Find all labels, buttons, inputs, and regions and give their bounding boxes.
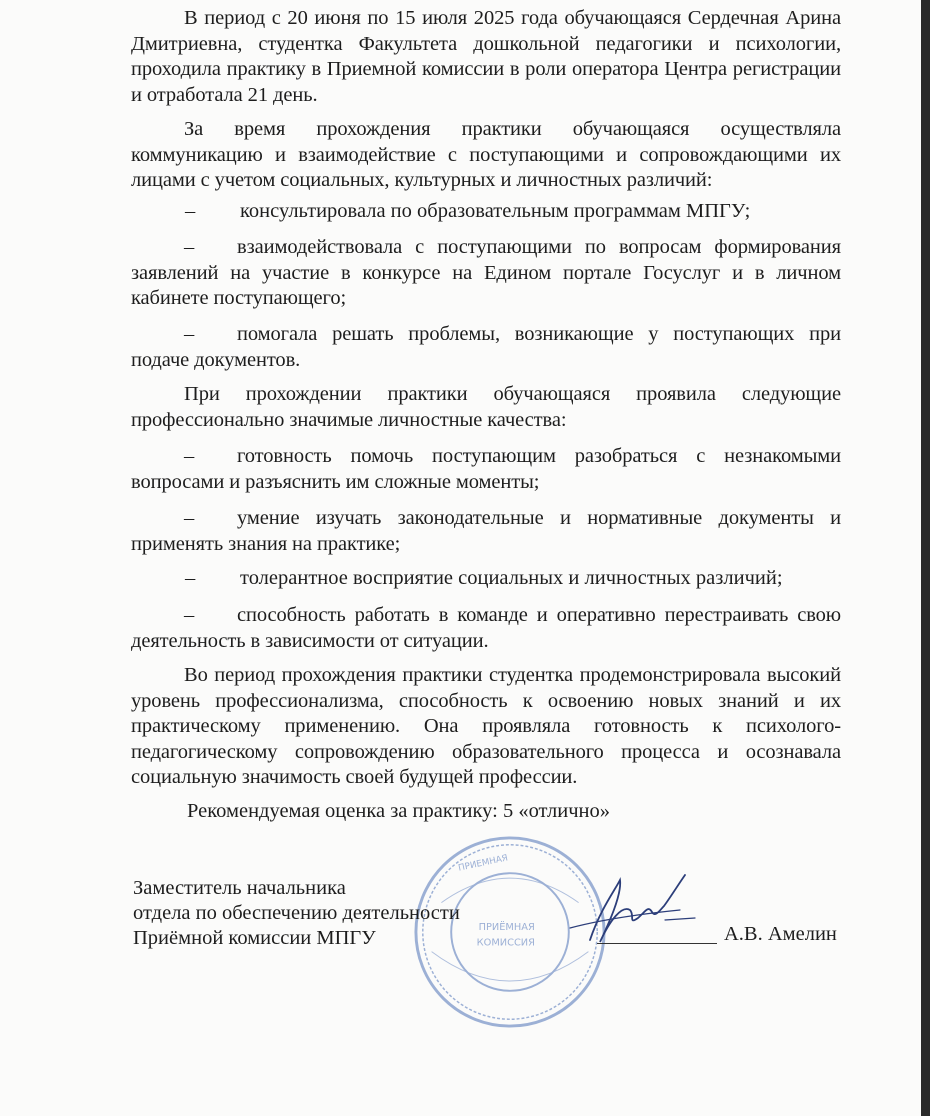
scan-edge [921, 0, 930, 1116]
signer-name: А.В. Амелин [724, 923, 837, 945]
signature-line [597, 943, 717, 944]
dash-marker: – [184, 604, 195, 626]
stamp-text-mid1: ПРИЁМНАЯ [478, 922, 535, 934]
dash-marker: – [185, 567, 196, 589]
paragraph-communication: За время прохождения практики обучающаяся осуществляла коммуникацию и взаимодействие с поступающими и сопровождающими их лицами с учетом социальных, культурных и личностных различий: [131, 118, 841, 191]
dash-marker: – [185, 200, 196, 222]
stamp-text-top: ПРИЕМНАЯ [457, 853, 509, 874]
list-item-text: консультировала по образовательным программам МПГУ; [240, 200, 751, 222]
signer-position-line: Заместитель начальника [133, 877, 346, 899]
dash-marker: – [184, 445, 195, 467]
list-item [131, 603, 841, 654]
list-item [131, 444, 841, 495]
list-item [131, 235, 841, 312]
handwritten-signature [560, 870, 700, 950]
list-item [131, 322, 841, 373]
paragraph-qualities: При прохождении практики обучающаяся проявила следующие профессионально значимые личностные качества: [131, 383, 841, 431]
recommended-grade: Рекомендуемая оценка за практику: 5 «отлично» [187, 800, 610, 822]
list-item-text: умение изучать законодательные и нормативные документы и применять знания на практике; [131, 507, 841, 555]
paragraph-conclusion: Во период прохождения практики студентка продемонстрировала высокий уровень профессионализма, способность к освоению новых знаний и их практическому применению. Она проявляла готовность к психолого-педагогическому сопровождению образовательного процесса и осознавала социальную значимость своей будущей профессии. [131, 664, 841, 788]
dash-marker: – [184, 323, 195, 345]
paragraph-intro: В период с 20 июня по 15 июля 2025 года обучающаяся Сердечная Арина Дмитриевна, студентка Факультета дошкольной педагогики и психологии, проходила практику в Приемной комиссии в роли оператора Центра регистрации и отработала 21 день. [131, 7, 841, 106]
list-item [185, 566, 845, 592]
list-item-text: толерантное восприятие социальных и личностных различий; [240, 567, 783, 589]
list-item-text: готовность помочь поступающим разобраться с незнакомыми вопросами и разъяснить им сложные моменты; [131, 445, 841, 493]
list-item-text: способность работать в команде и оперативно перестраивать свою деятельность в зависимости от ситуации. [131, 604, 841, 652]
signer-position [133, 876, 460, 951]
list-item [131, 506, 841, 557]
signer-position-line: Приёмной комиссии МПГУ [133, 927, 376, 949]
dash-marker: – [184, 236, 195, 258]
list-item-text: помогала решать проблемы, возникающие у поступающих при подаче документов. [131, 323, 841, 371]
list-item-text: взаимодействовала с поступающими по вопросам формирования заявлений на участие в конкурсе на Едином портале Госуслуг и в личном кабинете поступающего; [131, 236, 841, 309]
signer-position-line: отдела по обеспечению деятельности [133, 902, 460, 924]
dash-marker: – [184, 507, 195, 529]
list-item [185, 199, 845, 225]
stamp-text-mid2: КОМИССИЯ [476, 937, 535, 949]
